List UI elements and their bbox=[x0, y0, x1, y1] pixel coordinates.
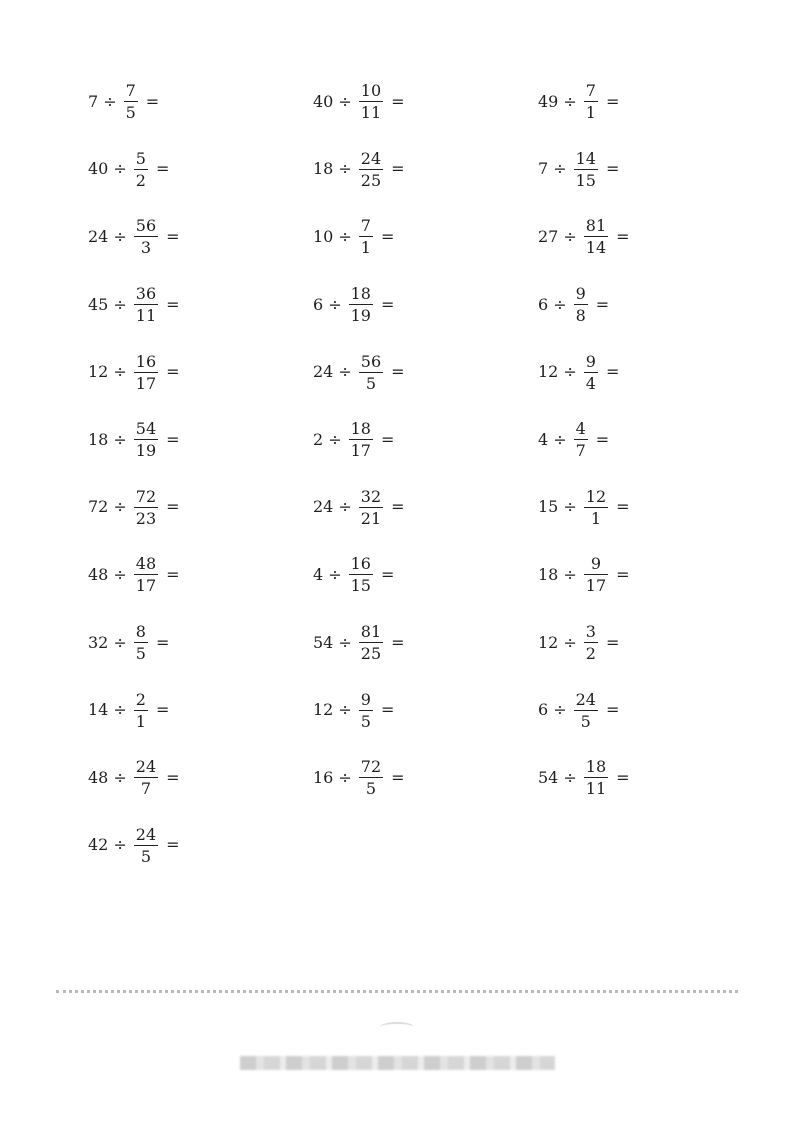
fraction-bar bbox=[359, 507, 383, 508]
fraction-denominator: 14 bbox=[585, 238, 607, 258]
fraction-denominator: 3 bbox=[140, 238, 152, 258]
fraction-bar bbox=[349, 574, 373, 575]
division-sign: ÷ bbox=[338, 497, 352, 517]
equals-sign: = bbox=[155, 159, 170, 179]
equals-sign: = bbox=[155, 700, 170, 720]
fraction-bar bbox=[359, 777, 383, 778]
fraction-denominator: 5 bbox=[135, 644, 146, 664]
division-problem bbox=[88, 744, 313, 812]
fraction bbox=[134, 488, 158, 527]
division-problem bbox=[313, 68, 538, 136]
fraction-denominator: 17 bbox=[585, 576, 607, 596]
equals-sign: = bbox=[380, 294, 395, 314]
division-sign: ÷ bbox=[563, 497, 577, 517]
division-sign: ÷ bbox=[338, 226, 352, 246]
fraction-bar bbox=[574, 304, 588, 305]
division-sign: ÷ bbox=[338, 159, 352, 179]
division-sign: ÷ bbox=[113, 159, 127, 179]
fraction-numerator: 24 bbox=[135, 757, 157, 777]
division-problem bbox=[313, 338, 538, 406]
fraction-denominator: 1 bbox=[590, 508, 602, 528]
division-sign: ÷ bbox=[113, 294, 127, 314]
fraction-denominator: 21 bbox=[360, 508, 382, 528]
equals-sign: = bbox=[145, 91, 160, 111]
division-sign: ÷ bbox=[563, 564, 577, 584]
fraction-bar bbox=[359, 169, 383, 170]
equals-sign: = bbox=[166, 767, 180, 787]
division-sign: ÷ bbox=[563, 362, 577, 382]
fraction-bar bbox=[134, 642, 148, 643]
fraction-numerator: 72 bbox=[135, 486, 157, 506]
division-sign: ÷ bbox=[338, 632, 352, 652]
division-problem bbox=[88, 812, 313, 880]
fraction bbox=[134, 758, 158, 797]
fraction-denominator: 5 bbox=[360, 711, 371, 731]
division-problem bbox=[538, 338, 763, 406]
fraction bbox=[359, 488, 383, 527]
dividend: 27 bbox=[538, 226, 559, 246]
dividend: 42 bbox=[88, 835, 109, 855]
fraction-numerator: 18 bbox=[585, 757, 607, 777]
equals-sign: = bbox=[616, 767, 630, 787]
division-problem bbox=[538, 541, 763, 609]
dividend: 12 bbox=[313, 700, 334, 720]
division-problem bbox=[313, 609, 538, 677]
fraction-bar bbox=[584, 574, 608, 575]
dividend: 6 bbox=[538, 294, 549, 314]
fraction bbox=[134, 691, 148, 730]
fraction-numerator: 7 bbox=[125, 81, 136, 101]
division-sign: ÷ bbox=[563, 226, 577, 246]
equals-sign: = bbox=[391, 159, 405, 179]
fraction-numerator: 36 bbox=[135, 284, 157, 304]
division-sign: ÷ bbox=[113, 767, 127, 787]
dividend: 4 bbox=[313, 564, 324, 584]
equals-sign: = bbox=[391, 632, 405, 652]
division-sign: ÷ bbox=[113, 226, 127, 246]
equals-sign: = bbox=[391, 362, 405, 382]
fraction-numerator: 9 bbox=[585, 351, 596, 371]
fraction-numerator: 16 bbox=[135, 351, 157, 371]
equals-sign: = bbox=[166, 429, 180, 449]
fraction-numerator: 56 bbox=[135, 216, 157, 236]
fraction bbox=[584, 758, 608, 797]
fraction bbox=[359, 623, 383, 662]
fraction-denominator: 2 bbox=[135, 170, 146, 190]
fraction-denominator: 23 bbox=[135, 508, 157, 528]
fraction-numerator: 7 bbox=[360, 216, 371, 236]
division-sign: ÷ bbox=[553, 429, 567, 449]
fraction-denominator: 2 bbox=[585, 644, 596, 664]
equals-sign: = bbox=[380, 226, 395, 246]
fraction-bar bbox=[584, 236, 608, 237]
division-sign: ÷ bbox=[563, 632, 577, 652]
fraction bbox=[574, 420, 588, 459]
division-sign: ÷ bbox=[113, 497, 127, 517]
fraction bbox=[359, 217, 373, 256]
fraction-denominator: 8 bbox=[575, 306, 586, 326]
division-sign: ÷ bbox=[113, 564, 127, 584]
division-sign: ÷ bbox=[338, 362, 352, 382]
division-problem bbox=[538, 474, 763, 542]
fraction bbox=[134, 623, 148, 662]
dividend: 14 bbox=[88, 700, 109, 720]
fraction bbox=[134, 826, 158, 865]
division-problem bbox=[538, 203, 763, 271]
fraction-denominator: 7 bbox=[575, 441, 586, 461]
division-problem bbox=[88, 609, 313, 677]
fraction bbox=[349, 285, 373, 324]
division-problem bbox=[538, 676, 763, 744]
fraction-denominator: 5 bbox=[365, 373, 377, 393]
footer-logo-arc bbox=[380, 1022, 414, 1032]
division-sign: ÷ bbox=[113, 429, 127, 449]
fraction-bar bbox=[134, 710, 148, 711]
fraction-bar bbox=[574, 169, 598, 170]
fraction-numerator: 18 bbox=[350, 284, 371, 304]
fraction-bar bbox=[349, 439, 373, 440]
fraction-bar bbox=[134, 777, 158, 778]
fraction bbox=[584, 555, 608, 594]
division-problem bbox=[538, 406, 763, 474]
fraction-denominator: 11 bbox=[135, 306, 157, 326]
fraction-numerator: 72 bbox=[360, 757, 382, 777]
fraction-denominator: 15 bbox=[575, 170, 596, 190]
fraction-numerator: 9 bbox=[590, 554, 602, 574]
fraction-numerator: 3 bbox=[585, 622, 596, 642]
equals-sign: = bbox=[391, 91, 405, 111]
fraction-bar bbox=[584, 372, 598, 373]
equals-sign: = bbox=[380, 564, 395, 584]
dividend: 45 bbox=[88, 294, 109, 314]
dotted-divider bbox=[56, 990, 738, 993]
fraction-numerator: 9 bbox=[575, 284, 586, 304]
blurred-footer-text bbox=[240, 1056, 555, 1070]
division-problem bbox=[538, 68, 763, 136]
equals-sign: = bbox=[380, 429, 395, 449]
dividend: 12 bbox=[88, 362, 109, 382]
fraction-numerator: 8 bbox=[135, 622, 146, 642]
equals-sign: = bbox=[605, 362, 620, 382]
division-problem bbox=[88, 676, 313, 744]
division-sign: ÷ bbox=[328, 429, 342, 449]
fraction-numerator: 56 bbox=[360, 351, 382, 371]
equals-sign: = bbox=[166, 362, 180, 382]
fraction-numerator: 32 bbox=[360, 486, 382, 506]
fraction-numerator: 48 bbox=[135, 554, 157, 574]
fraction bbox=[134, 285, 158, 324]
fraction bbox=[574, 285, 588, 324]
fraction bbox=[134, 420, 158, 459]
equals-sign: = bbox=[616, 226, 630, 246]
fraction-bar bbox=[349, 304, 373, 305]
division-problem bbox=[538, 271, 763, 339]
division-sign: ÷ bbox=[553, 294, 567, 314]
fraction-numerator: 24 bbox=[575, 689, 596, 709]
dividend: 40 bbox=[313, 91, 334, 111]
dividend: 48 bbox=[88, 564, 109, 584]
equals-sign: = bbox=[391, 767, 405, 787]
dividend: 12 bbox=[538, 362, 559, 382]
equals-sign: = bbox=[155, 632, 170, 652]
fraction-denominator: 1 bbox=[585, 103, 596, 123]
dividend: 72 bbox=[88, 497, 109, 517]
fraction-numerator: 7 bbox=[585, 81, 596, 101]
dividend: 2 bbox=[313, 429, 324, 449]
dividend: 18 bbox=[313, 159, 334, 179]
dividend: 32 bbox=[88, 632, 109, 652]
fraction-numerator: 24 bbox=[360, 148, 382, 168]
division-sign: ÷ bbox=[338, 767, 352, 787]
fraction-bar bbox=[359, 372, 383, 373]
fraction-bar bbox=[134, 845, 158, 846]
fraction bbox=[584, 217, 608, 256]
fraction-denominator: 1 bbox=[360, 238, 371, 258]
division-problem bbox=[88, 406, 313, 474]
division-problem bbox=[538, 136, 763, 204]
division-sign: ÷ bbox=[563, 767, 577, 787]
division-sign: ÷ bbox=[113, 362, 127, 382]
division-sign: ÷ bbox=[553, 159, 567, 179]
dividend: 7 bbox=[538, 159, 549, 179]
fraction-denominator: 17 bbox=[135, 576, 157, 596]
fraction-denominator: 11 bbox=[585, 779, 607, 799]
fraction-denominator: 11 bbox=[360, 103, 382, 123]
fraction bbox=[134, 217, 158, 256]
fraction bbox=[359, 150, 383, 189]
dividend: 6 bbox=[538, 700, 549, 720]
fraction-bar bbox=[584, 777, 608, 778]
dividend: 4 bbox=[538, 429, 549, 449]
division-sign: ÷ bbox=[113, 700, 127, 720]
equals-sign: = bbox=[391, 497, 405, 517]
fraction-numerator: 12 bbox=[585, 486, 607, 506]
equals-sign: = bbox=[595, 429, 610, 449]
equals-sign: = bbox=[166, 294, 180, 314]
fraction-bar bbox=[359, 101, 383, 102]
division-problem bbox=[313, 541, 538, 609]
fraction bbox=[574, 150, 598, 189]
fraction-bar bbox=[134, 507, 158, 508]
division-problem bbox=[313, 271, 538, 339]
fraction-bar bbox=[134, 169, 148, 170]
fraction-bar bbox=[584, 642, 598, 643]
fraction-bar bbox=[574, 439, 588, 440]
fraction-bar bbox=[124, 101, 138, 102]
dividend: 54 bbox=[538, 767, 559, 787]
fraction-numerator: 54 bbox=[135, 419, 157, 439]
fraction-denominator: 19 bbox=[135, 441, 157, 461]
fraction bbox=[359, 691, 373, 730]
fraction-denominator: 4 bbox=[585, 373, 596, 393]
equals-sign: = bbox=[616, 564, 630, 584]
division-problem bbox=[88, 474, 313, 542]
fraction-denominator: 19 bbox=[350, 306, 371, 326]
division-sign: ÷ bbox=[563, 91, 577, 111]
fraction-numerator: 2 bbox=[135, 689, 146, 709]
division-problem bbox=[313, 676, 538, 744]
dividend: 7 bbox=[88, 91, 99, 111]
fraction-bar bbox=[134, 574, 158, 575]
fraction-denominator: 5 bbox=[125, 103, 136, 123]
division-problem bbox=[313, 744, 538, 812]
fraction-bar bbox=[134, 304, 158, 305]
equals-sign: = bbox=[166, 835, 180, 855]
fraction-numerator: 5 bbox=[135, 148, 146, 168]
division-problem bbox=[313, 203, 538, 271]
equals-sign: = bbox=[166, 497, 180, 517]
division-problem bbox=[88, 203, 313, 271]
fraction bbox=[584, 488, 608, 527]
fraction-bar bbox=[359, 236, 373, 237]
fraction bbox=[584, 353, 598, 392]
equals-sign: = bbox=[616, 497, 630, 517]
fraction bbox=[349, 420, 373, 459]
fraction-bar bbox=[359, 642, 383, 643]
division-sign: ÷ bbox=[113, 632, 127, 652]
fraction bbox=[584, 82, 598, 121]
fraction-denominator: 7 bbox=[140, 779, 152, 799]
fraction-denominator: 17 bbox=[135, 373, 157, 393]
fraction bbox=[134, 555, 158, 594]
fraction-numerator: 16 bbox=[350, 554, 371, 574]
fraction bbox=[134, 353, 158, 392]
fraction bbox=[349, 555, 373, 594]
dividend: 16 bbox=[313, 767, 334, 787]
division-problem bbox=[313, 474, 538, 542]
fraction-numerator: 9 bbox=[360, 689, 371, 709]
dividend: 6 bbox=[313, 294, 324, 314]
fraction bbox=[359, 758, 383, 797]
division-sign: ÷ bbox=[553, 700, 567, 720]
division-sign: ÷ bbox=[103, 91, 117, 111]
division-problem bbox=[88, 541, 313, 609]
fraction-numerator: 24 bbox=[135, 824, 157, 844]
dividend: 24 bbox=[88, 226, 109, 246]
division-sign: ÷ bbox=[338, 91, 352, 111]
dividend: 18 bbox=[88, 429, 109, 449]
fraction-bar bbox=[134, 372, 158, 373]
fraction-numerator: 81 bbox=[360, 622, 382, 642]
dividend: 24 bbox=[313, 497, 334, 517]
equals-sign: = bbox=[605, 159, 620, 179]
division-sign: ÷ bbox=[338, 700, 352, 720]
dividend: 10 bbox=[313, 226, 334, 246]
fraction-denominator: 5 bbox=[580, 711, 591, 731]
fraction bbox=[134, 150, 148, 189]
fraction bbox=[359, 353, 383, 392]
fraction-denominator: 17 bbox=[350, 441, 371, 461]
fraction-bar bbox=[134, 439, 158, 440]
equals-sign: = bbox=[595, 294, 610, 314]
dividend: 40 bbox=[88, 159, 109, 179]
fraction-bar bbox=[584, 101, 598, 102]
equals-sign: = bbox=[605, 700, 620, 720]
fraction-numerator: 18 bbox=[350, 419, 371, 439]
fraction-denominator: 25 bbox=[360, 170, 382, 190]
fraction-bar bbox=[584, 507, 608, 508]
dividend: 48 bbox=[88, 767, 109, 787]
division-sign: ÷ bbox=[328, 294, 342, 314]
dividend: 15 bbox=[538, 497, 559, 517]
division-problem bbox=[313, 406, 538, 474]
fraction-bar bbox=[134, 236, 158, 237]
fraction-denominator: 15 bbox=[350, 576, 371, 596]
dividend: 24 bbox=[313, 362, 334, 382]
division-sign: ÷ bbox=[328, 564, 342, 584]
equals-sign: = bbox=[166, 226, 180, 246]
division-problem bbox=[88, 271, 313, 339]
fraction-denominator: 5 bbox=[140, 846, 152, 866]
division-sign: ÷ bbox=[113, 835, 127, 855]
equals-sign: = bbox=[166, 564, 180, 584]
fraction-numerator: 14 bbox=[575, 148, 596, 168]
fraction bbox=[359, 82, 383, 121]
dividend: 49 bbox=[538, 91, 559, 111]
fraction bbox=[574, 691, 598, 730]
division-problem bbox=[538, 744, 763, 812]
fraction-numerator: 10 bbox=[360, 81, 382, 101]
problem-grid bbox=[88, 68, 768, 879]
fraction-numerator: 4 bbox=[575, 419, 586, 439]
fraction-denominator: 5 bbox=[365, 779, 377, 799]
equals-sign: = bbox=[605, 91, 620, 111]
dividend: 18 bbox=[538, 564, 559, 584]
dividend: 54 bbox=[313, 632, 334, 652]
equals-sign: = bbox=[380, 700, 395, 720]
equals-sign: = bbox=[605, 632, 620, 652]
fraction bbox=[584, 623, 598, 662]
fraction-bar bbox=[574, 710, 598, 711]
division-problem bbox=[88, 338, 313, 406]
fraction-denominator: 25 bbox=[360, 644, 382, 664]
division-problem bbox=[88, 68, 313, 136]
fraction-denominator: 1 bbox=[135, 711, 146, 731]
dividend: 12 bbox=[538, 632, 559, 652]
division-problem bbox=[538, 609, 763, 677]
division-problem bbox=[313, 136, 538, 204]
fraction bbox=[124, 82, 138, 121]
fraction-numerator: 81 bbox=[585, 216, 607, 236]
division-problem bbox=[88, 136, 313, 204]
fraction-bar bbox=[359, 710, 373, 711]
